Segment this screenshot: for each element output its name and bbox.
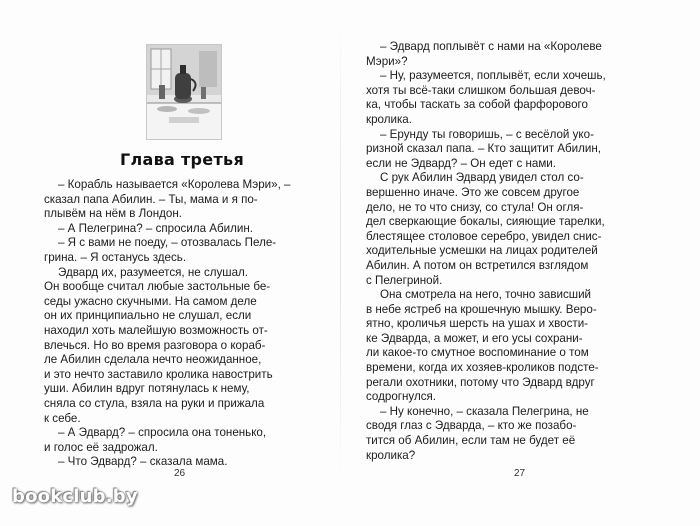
text-line: кролика.	[366, 112, 412, 126]
text-line: ли какое-то смутное воспоминание о том	[366, 346, 589, 360]
text-line: ле Абилин сделала нечто неожиданное,	[44, 353, 262, 367]
left-page	[44, 0, 314, 500]
text-line: содрогнулся.	[366, 390, 437, 404]
text-line: – Ну, разумеется, поплывёт, если хочешь,	[380, 69, 606, 83]
right-page	[366, 0, 654, 500]
left-page-text	[44, 178, 314, 470]
text-line: С рук Абилин Эдвард увидел стол со-	[380, 171, 584, 185]
text-line: ходительные усмешки на лицах родителей	[366, 244, 598, 258]
text-line: находил хоть малейшую возможность от-	[44, 323, 268, 337]
text-line: седы ужасно скучными. На самом деле	[44, 294, 257, 308]
page-number: 27	[514, 468, 526, 479]
text-line: – Ну конечно, – сказала Пелегрина, не	[380, 404, 589, 418]
text-line: – Что Эдвард? – сказала мама.	[58, 455, 228, 469]
chapter-illustration	[146, 44, 222, 140]
text-line: времени, когда их хозяев-кроликов подсте-	[366, 361, 599, 375]
text-line: дел сверкающие бокалы, сияющие тарелки,	[366, 215, 605, 229]
chapter-title: Глава третья	[119, 150, 245, 169]
text-line: он их принципиально не слушал, если	[44, 309, 252, 323]
text-line: дело, не то что снизу, со стула! Он огля-	[366, 200, 584, 214]
text-line: сняла со стула, взяла на руки и прижала	[44, 396, 265, 410]
table-setting-illustration	[147, 45, 221, 139]
text-line: блестящее столовое серебро, увидел снис-	[366, 229, 602, 243]
text-line: грина. – Я останусь здесь.	[44, 250, 187, 264]
text-line: Он вообще считал любые застольные бе-	[44, 280, 271, 294]
text-line: регали охотники, потому что Эдвард вдруг	[366, 375, 595, 389]
text-line: хотя ты всё-таки слишком большая девоч-	[366, 83, 596, 97]
text-line: и это нечто заставило кролика навострить	[44, 367, 273, 381]
text-line: Мэри»?	[366, 54, 408, 68]
book-gutter	[340, 0, 341, 500]
text-line: ке Эдварда, а может, и его усы сохрани-	[366, 331, 583, 345]
text-line: в небе ястреб на крошечную мышку. Веро-	[366, 302, 597, 316]
text-line: вершенно иначе. Это же совсем другое	[366, 185, 580, 199]
text-line: Эдвард их, разумеется, не слушал.	[58, 265, 249, 279]
text-line: плывём на нём в Лондон.	[44, 207, 182, 221]
text-line: с Пелегриной.	[366, 273, 443, 287]
text-line: Абилин. А потом он встретился взглядом	[366, 258, 589, 272]
text-line: к себе.	[44, 411, 81, 425]
site-watermark: bookclub.by	[12, 486, 138, 507]
text-line: кролика?	[366, 448, 416, 462]
text-line: – Ерунду ты говоришь, – с весёлой уко-	[380, 127, 594, 141]
text-line: – Корабль называется «Королева Мэри», –	[58, 178, 291, 191]
text-line: Она смотрела на него, точно зависший	[380, 288, 592, 302]
text-line: – А Пелегрина? – спросила Абилин.	[58, 221, 253, 235]
text-line: – Эдвард поплывёт с нами на «Королеве	[380, 40, 602, 53]
text-line: уши. Абилин вдруг потянулась к нему,	[44, 382, 250, 396]
right-page-text	[366, 40, 654, 463]
text-line: – Я с вами не поеду, – отозвалась Пеле-	[58, 236, 277, 250]
text-line: сводя глаз с Эдварда, – кто же позабо-	[366, 419, 577, 433]
text-line: влечься. Но во время разговора о кораб-	[44, 338, 266, 352]
text-line: сказал папа Абилин. – Ты, мама и я по-	[44, 192, 258, 206]
text-line: ризной сказал папа. – Кто защитит Абилин,	[366, 142, 601, 156]
text-line: ка, чтобы таскать за собой фарфорового	[366, 98, 588, 112]
text-line: если не Эдвард? – Он едет с нами.	[366, 156, 556, 170]
text-line: – А Эдвард? – спросила она тоненько,	[58, 426, 267, 440]
page-number: 26	[174, 468, 186, 479]
text-line: тится об Абилин, если там не будет её	[366, 434, 576, 448]
text-line: ятно, кроличья шерсть на ушах и хвости-	[366, 317, 589, 331]
text-line: и голос её задрожал.	[44, 440, 158, 454]
